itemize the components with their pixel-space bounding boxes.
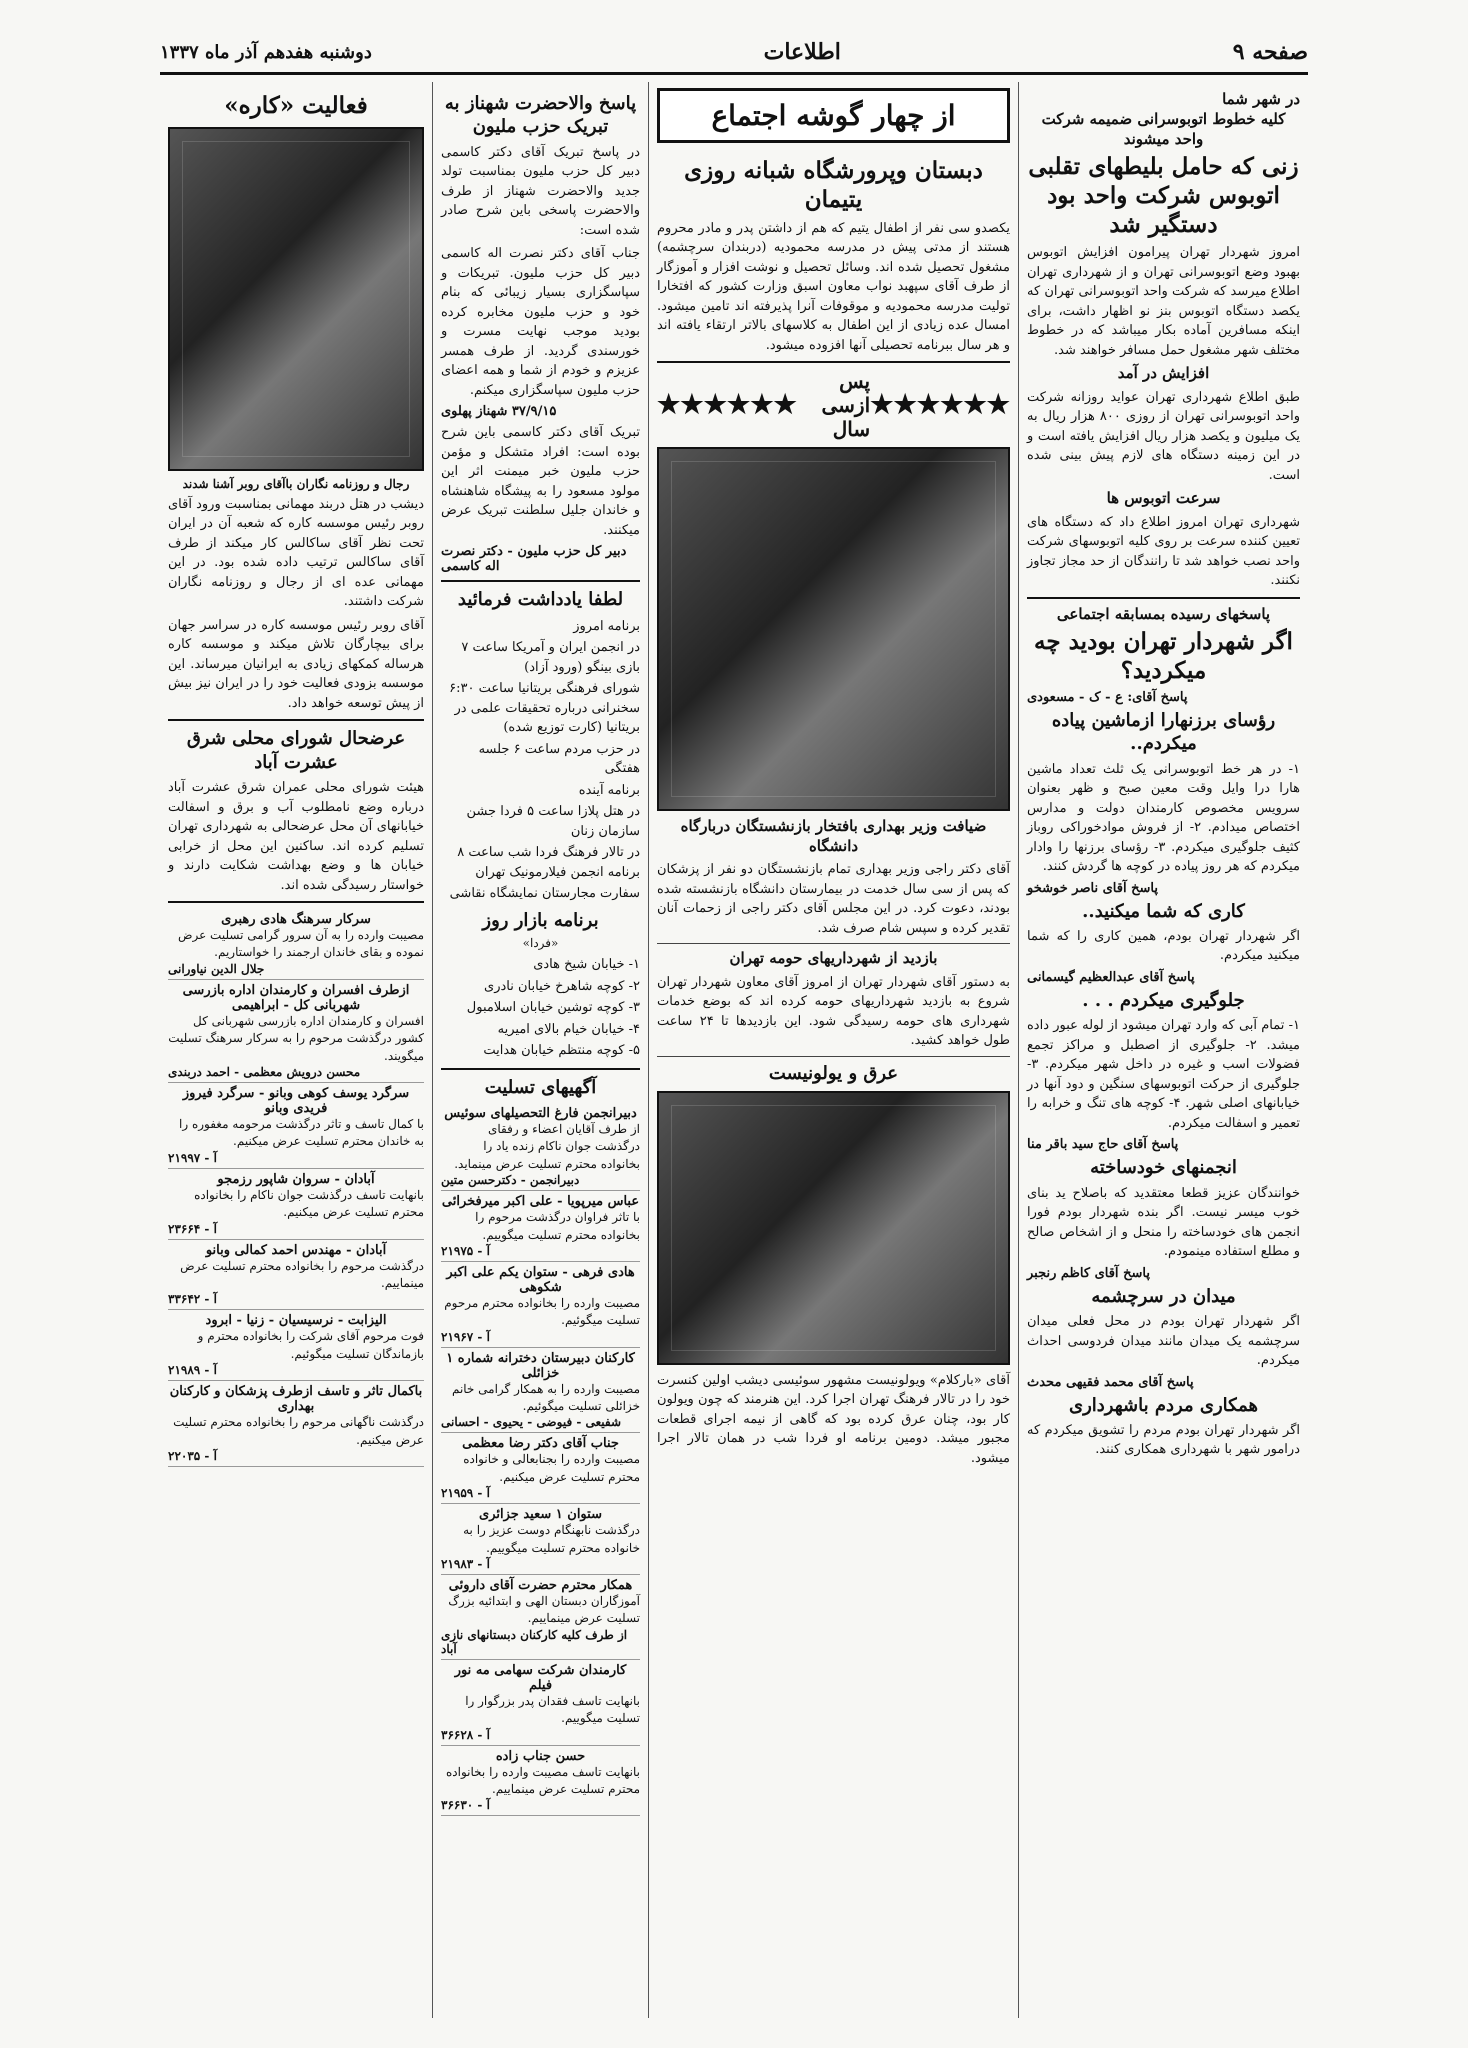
list-item: در حزب مردم ساعت ۶ جلسه هفتگی xyxy=(478,741,640,777)
condolence-title: ستوان ۱ سعید جزائری xyxy=(479,1507,602,1523)
condolence-list xyxy=(441,1103,640,1816)
condolence-notice xyxy=(441,1746,640,1817)
divider xyxy=(441,580,640,582)
feature-title: پس ازسی سال xyxy=(821,369,871,441)
answer-headline: کاری که شما میکنید.. xyxy=(1082,900,1245,922)
story-body: در پاسخ تبریک آقای دکتر کاسمی دبیر کل حزب ملیون بمناسبت تولد جدید والاحضرت شهناز از طرف والاحضرت پاسخی باین شرح صادر شده است: xyxy=(441,144,640,238)
condolence-title: الیزابت - نرسیسیان - زنیا - ابرود xyxy=(205,1313,387,1329)
condolence-title: جناب آقای دکتر رضا معظمی xyxy=(462,1436,619,1452)
answer-headline: میدان در سرچشمه xyxy=(1091,1285,1236,1307)
story-body: یکصدو سی نفر از اطفال یتیم که هم از داشتن پدر و مادر محروم هستند از مدتی پیش در مدرسه محمودیه (دربندان سرچشمه) مشغول تحصیل شده اند. وسائل تحصیل و نوشت افزار و آموزگار از طرف آقای سپهبد نواب معاون اسبق وزارت کشور که افتخارا تولیت مدرسه محمودیه و موقوفات آنرا پذیرفته اند تامین میشود. امسال عده زیادی از این اطفال به کلاسهای بالاتر ارتقاء یافته اند و هر سال ببرنامه تحصیلی آنها افزوده میشود. xyxy=(657,220,1010,353)
condolence-text: مصیبت وارده را به آن سرور گرامی تسلیت عرض نموده و بقای خاندان ارجمند را خواستاریم. xyxy=(177,928,424,960)
condolence-notice xyxy=(441,1262,640,1348)
issue-date: دوشنبه هفدهم آذر ماه ۱۳۳۷ xyxy=(160,41,372,63)
page-number: صفحه ۹ xyxy=(1232,39,1308,65)
condolence-title: ازطرف افسران و کارمندان اداره بازرسی شهربانی کل - ابراهیمی xyxy=(182,982,410,1013)
list-item: ۵- کوچه منتظم خیابان هدایت xyxy=(483,1043,640,1059)
story-headline: بازدید از شهرداریهای حومه تهران xyxy=(729,949,938,967)
condolence-title: سرکار سرهنگ هادی رهبری xyxy=(221,912,371,928)
condolence-text: درگذشت مرحوم را بخانواده محترم تسلیت عرض مینماییم. xyxy=(180,1258,424,1290)
survey-headline: اگر شهردار تهران بودید چه میکردید؟ xyxy=(1034,628,1293,684)
condolence-notice xyxy=(441,1348,640,1434)
condolence-list xyxy=(168,909,424,1467)
condolence-text: بانهایت تاسف مصیبت وارده را بخانواده محترم تسلیت عرض مینماییم. xyxy=(446,1764,640,1796)
condolence-signature: آ - ۲۳۶۶۴ xyxy=(168,1221,217,1236)
story-headline: زنی که حامل بلیطهای تقلبی اتوبوس شرکت واحد بود دستگیر شد xyxy=(1028,153,1299,238)
column-city-news xyxy=(1018,82,1308,2018)
condolence-text: درگذشت ناگهانی مرحوم را بخانواده محترم تسلیت عرض میکنیم. xyxy=(173,1415,424,1447)
condolence-signature: آ - ۳۶۶۲۸ xyxy=(441,1727,490,1742)
stars-decoration: ★★★★★★ xyxy=(657,390,797,420)
condolence-title: دبیرانجمن فارغ التحصیلهای سوئیس xyxy=(444,1105,637,1121)
condolence-title: عباس میرپویا - علی اکبر میرفخرائی xyxy=(441,1194,640,1210)
answer-body: ۱- تمام آبی که وارد تهران میشود از لوله عبور داده میشد. ۲- جلوگیری از اصطبل و مراکز تجمع فضولات اسب و غیره در داخل شهر میکردم. ۳- جلوگیری از حرکت اتوبوسهای سنگین و دود آنها در خیابانهای اصلی شهر. ۴- کوچه های تنگ و خرابه را تعمیر و اسفالت میکردم. xyxy=(1027,1018,1301,1131)
story-headline: پاسخ والاحضرت شهناز به تبریک حزب ملیون xyxy=(444,93,637,138)
condolence-signature: آ - ۲۱۹۹۷ xyxy=(168,1150,217,1165)
condolence-text: افسران و کارمندان اداره بازرسی شهربانی کل کشور درگذشت مرحوم را به سرکار سرهنگ تسلیت میگویند. xyxy=(168,1013,424,1063)
divider xyxy=(657,943,1010,944)
condolence-signature: شفیعی - فیوضی - یحیوی - احسانی xyxy=(441,1415,622,1430)
condolence-text: با کمال تاسف و تاثر درگذشت مرحومه مغفوره را به خاندان محترم تسلیت عرض میکنیم. xyxy=(179,1116,424,1149)
condolence-text: مصیبت وارده را بجنابعالی و خانواده محترم تسلیت عرض میکنیم. xyxy=(463,1452,640,1484)
condolence-text: بانهایت تاسف فقدان پدر بزرگوار را تسلیت میگوییم. xyxy=(465,1693,640,1726)
photo-caption-body: آقای دکتر راجی وزیر بهداری تمام بازنشستگان دو نفر از پزشکان که پس از سی سال خدمت در بیمارستان دانشگاه بازنشسته شده بودند، دعوت کرد. در این مجلس آقای دکتر راجی از زحمات آنان تقدیر کرده و سپس شام صرف شد. xyxy=(657,862,1010,936)
feature-header xyxy=(657,369,1010,441)
market-subtitle: «فردا» xyxy=(522,936,559,951)
condolence-text: درگذشت نابهنگام دوست عزیز را به خانواده محترم تسلیت میگوییم. xyxy=(463,1523,640,1555)
story-body: هیئت شورای محلی عمران شرق عشرت آباد درباره وضع نامطلوب آب و برق و اسفالت خیابانهای آن محل عرضحالی به شهرداری تهران تسلیم کرده اند. ساکنین این محل از خرابی خیابان ها و وضع بهداشت شکایت دارند و خواستار رسیدگی شده اند. xyxy=(168,780,424,893)
condolence-signature: آ - ۲۱۹۸۳ xyxy=(441,1557,490,1572)
answer-headline: جلوگیری میکردم . . . xyxy=(1082,989,1245,1011)
condolence-notice xyxy=(441,1660,640,1746)
condolence-title: سرگرد یوسف کوهی وبانو - سرگرد فیروز فریدی وبانو xyxy=(182,1085,410,1116)
photo-violinist xyxy=(657,1091,1010,1365)
signature: ۳۷/۹/۱۵ شهناز پهلوی xyxy=(441,404,557,420)
list-item: ۳- کوچه توشین خیابان اسلامبول xyxy=(466,1000,640,1016)
stars-decoration: ★★★★★★ xyxy=(870,390,1010,420)
condolence-title: حسن جناب زاده xyxy=(495,1748,586,1764)
answer-label: پاسخ آقای عبدالعظیم گیسمانی xyxy=(1027,969,1195,985)
condolence-notice xyxy=(441,1433,640,1504)
masthead xyxy=(160,32,1308,75)
answer-body: ۱- در هر خط اتوبوسرانی یک ثلث تعداد ماشین هارا درا وایل وقت معین صبح و ظهر بعنوان سرویس مخصوص کارمندان دولت و مدارس اختصاص میدادم. ۲- از فروش موادخوراکی روباز کثیف جلوگیری میکردم. ۳- رؤسای برزنها را وادار میکردم که هر روز پیاده در کوچه ها گردش کنند. xyxy=(1027,761,1300,875)
photo-banquet xyxy=(657,447,1010,811)
story-body: طبق اطلاع شهرداری تهران عواید روزانه شرکت واحد اتوبوسرانی تهران از روزی ۸۰۰ هزار ریال به یک میلیون و یکصد هزار ریال افزایش یافته است و در این زمینه دستگاه های لازم پیش بینی شده است. xyxy=(1027,389,1300,483)
condolence-notice xyxy=(441,1575,640,1660)
divider xyxy=(168,901,424,903)
answer-body: اگر شهردار تهران بودم در محل فعلی میدان سرچشمه یک میدان مانند میدان فردوسی احداث میکردم. xyxy=(1027,1314,1300,1369)
answer-label: پاسخ آقای ناصر خوشخو xyxy=(1027,880,1158,896)
list-item: در انجمن ایران و آمریکا ساعت ۷ بازی بینگو (ورود آزاد) xyxy=(461,640,640,675)
signature: دبیر کل حزب ملیون - دکتر نصرت اله کاسمی xyxy=(441,544,627,575)
photo-caption: رجال و روزنامه نگاران باآقای روبر آشنا شدند xyxy=(182,476,410,491)
list-item: سفارت مجارستان نمایشگاه نقاشی xyxy=(449,886,640,902)
story-body: دیشب در هتل دربند مهمانی بمناسبت ورود آقای روبر رئیس موسسه کاره که شعبه آن در ایران تحت نظر آقای ساکالس کار میکند از طرف آقای ساکالس ترتیب داده شده بود. در این مهمانی عده ای از رجال و روزنامه نگاران شرکت داشتند. xyxy=(168,496,424,610)
events-title: لطفا یادداشت فرمائید xyxy=(457,589,624,611)
section-banner: از چهار گوشه اجتماع xyxy=(657,88,1010,143)
market-list xyxy=(441,954,640,1062)
condolence-signature: آ - ۲۱۹۶۷ xyxy=(441,1329,490,1344)
condolence-text: مصیبت وارده را به همکار گرامی خانم خزائلی تسلیت میگوئیم. xyxy=(451,1381,640,1414)
condolence-signature: جلال الدین نیاورانی xyxy=(168,961,265,976)
condolence-signature: محسن درویش معظمی - احمد دربندی xyxy=(168,1064,361,1079)
condolence-text: بانهایت تاسف درگذشت جوان ناکام را بخانواده محترم تسلیت عرض میکنیم. xyxy=(194,1187,424,1220)
list-item: در هتل پلازا ساعت ۵ فردا جشن سازمان زنان xyxy=(466,804,640,839)
condolence-notice xyxy=(441,1103,640,1191)
divider xyxy=(1027,597,1300,599)
subhead: سرعت اتوبوس ها xyxy=(1106,489,1221,508)
condolence-text: با تاثر فراوان درگذشت مرحوم را بخانواده محترم تسلیت میگوییم. xyxy=(475,1210,640,1242)
list-item: در تالار فرهنگ فردا شب ساعت ۸ برنامه انجمن فیلارمونیک تهران xyxy=(457,845,640,880)
condolence-title: کارکنان دبیرستان دخترانه شماره ۱ خزائلی xyxy=(446,1350,635,1381)
survey-kicker: پاسخهای رسیده بمسابقه اجتماعی xyxy=(1056,604,1271,623)
column-society xyxy=(648,82,1018,2018)
condolence-text: آموزگاران دبستان الهی و ابتدائیه بزرگ تسلیت عرض مینماییم. xyxy=(448,1594,640,1626)
story-body: آقای «بارکلام» ویولونیست مشهور سوئیسی دیشب اولین کنسرت خود را در تالار فرهنگ تهران اجرا کرد. این هنرمند که چون ویولون کار بود، چنان عرق کرده بود که گاهی از نیمه اجرای قطعات مجبور میشد. دومین برنامه او فردا شب در همان تالار اجرا میشود. xyxy=(657,1372,1010,1466)
condolence-signature: آ - ۲۱۹۷۵ xyxy=(441,1243,490,1258)
answer-body: خوانندگان عزیز قطعا معتقدید که باصلاح ید بنای خوب میسر نیست. اگر بنده شهردار بودم فورا انجمن های خودساخته را منحل و از اشخاص صالح و مطلع استفاده مینمودم. xyxy=(1027,1185,1300,1260)
photo-caption-title: ضیافت وزیر بهداری بافتخار بازنشستگان دربارگاه دانشگاه xyxy=(680,817,987,855)
section-kicker: در شهر شما xyxy=(1222,90,1300,108)
story-headline: دبستان وپرورشگاه شبانه روزی یتیمان xyxy=(684,157,983,213)
list-item: ۲- کوچه شاهرخ خیابان نادری xyxy=(484,978,640,994)
answer-label: پاسخ آقای: ع - ک - مسعودی xyxy=(1027,689,1188,705)
story-dek: کلیه خطوط اتوبوسرانی ضمیمه شرکت واحد میشوند xyxy=(1041,110,1286,148)
divider xyxy=(441,1068,640,1070)
story-body: به دستور آقای شهردار تهران از امروز آقای معاون شهردار تهران شروع به بازدید شهرداریهای حومه کرده اند که بوضع خدمات شهرداری های حومه رسیدگی شود. این بازدیدها تا ۲۴ ساعت طول خواهد کشید. xyxy=(657,974,1010,1048)
column-society-left xyxy=(160,82,432,2018)
list-item: شورای فرهنگی بریتانیا ساعت ۶:۳۰ سخنرانی درباره تحقیقات علمی در بریتانیا (کارت توزیع شده) xyxy=(449,681,640,736)
answer-body: اگر شهردار تهران بودم، همین کاری را که شما میکنید میکردم. xyxy=(1027,928,1300,964)
newspaper-title: اطلاعات xyxy=(763,39,841,65)
condolence-notice xyxy=(168,1240,424,1311)
answer-body: اگر شهردار تهران بودم مردم را تشویق میکردم که درامور شهر با شهرداری همکاری کنند. xyxy=(1027,1422,1300,1458)
list-item: ۱- خیابان شیخ هادی xyxy=(533,957,640,973)
condolence-notice xyxy=(441,1191,640,1262)
condolence-title: کارمندان شرکت سهامی مه نور فیلم xyxy=(454,1662,627,1693)
story-body: تبریک آقای دکتر کاسمی باین شرح بوده است: افراد متشکل و مؤمن حزب ملیون خبر میمنت اثر این مولود مسعود را به پیشگاه شاهنشاه و خاندان جلیل سلطنت تبریک عرض میکنند. xyxy=(441,425,640,538)
answer-label: پاسخ آقای کاظم رنجبر xyxy=(1027,1265,1150,1281)
answer-label: پاسخ آقای حاج سید باقر منا xyxy=(1027,1137,1179,1153)
condolence-notice xyxy=(168,1169,424,1240)
condolence-title: همکار محترم حضرت آقای داروئی xyxy=(448,1578,633,1594)
condolence-signature: آ - ۲۲۰۳۵ xyxy=(168,1448,217,1463)
story-body: شهرداری تهران امروز اطلاع داد که دستگاه های تعیین کننده سرعت بر روی کلیه اتوبوسهای شرکت واحد نصب خواهد شد تا رانندگان از حد مجاز تجاوز نکنند. xyxy=(1027,514,1300,589)
list-item: برنامه آینده xyxy=(578,782,640,798)
divider xyxy=(168,719,424,721)
condolence-notice xyxy=(168,980,424,1083)
answer-headline: انجمنهای خودساخته xyxy=(1090,1157,1237,1179)
condolence-signature: آ - ۳۳۶۴۲ xyxy=(168,1292,217,1307)
condolence-signature: آ - ۲۱۹۵۹ xyxy=(441,1486,490,1501)
answer-headline: همکاری مردم باشهرداری xyxy=(1069,1394,1258,1416)
condolence-title: باکمال تاثر و تاسف ازطرف پزشکان و کارکنان بهداری xyxy=(169,1384,423,1415)
story-headline: عرضحال شورای محلی شرق عشرت آباد xyxy=(186,728,406,773)
condolence-notice xyxy=(168,1083,424,1169)
story-body: امروز شهردار تهران پیرامون افزایش اتوبوس بهبود وضع اتوبوسرانی تهران و از شهرداری تهران اطلاع میرسد که شرکت واحد اتوبوسرانی تهران که یکصد دستگاه اتوبوس بنز نو اظهار داشت، برای اینکه مسافرین آماده بکار میباشد که در خطوط مختلف شهر مشغول حمل مسافر خواهند شد. xyxy=(1027,245,1300,358)
condolence-title: آبادان - سروان شاپور رزمجو xyxy=(217,1171,375,1187)
condolence-signature: آ - ۲۱۹۸۹ xyxy=(168,1363,217,1378)
condolence-text: فوت مرحوم آقای شرکت را بخانواده محترم و بازماندگان تسلیت میگوئیم. xyxy=(197,1329,424,1361)
story-body: آقای روبر رئیس موسسه کاره در سراسر جهان برای بیچارگان تلاش میکند و موسسه کاره هرساله کمکهای زیادی به ایرانیان میرساند. این موسسه بزودی فعالیت خود را در ایران نیز بیش از پیش توسعه خواهد داد. xyxy=(168,617,424,711)
condolence-text: از طرف آقایان اعضاء و رفقای درگذشت جوان ناکام زنده یاد را بخانواده محترم تسلیت عرض مینماید. xyxy=(454,1121,640,1171)
list-item: برنامه امروز xyxy=(573,618,640,634)
divider xyxy=(657,1056,1010,1057)
condolence-signature: آ - ۳۶۶۳۰ xyxy=(441,1798,490,1813)
story-headline: فعالیت «کاره» xyxy=(224,92,368,119)
condolences-title: آگهیهای تسلیت xyxy=(484,1076,597,1098)
column-notices xyxy=(432,82,648,2018)
condolence-signature: از طرف کلیه کارکنان دبستانهای نازی آباد xyxy=(441,1627,628,1656)
condolence-notice xyxy=(168,909,424,980)
market-title: برنامه بازار روز xyxy=(482,909,599,931)
answer-headline: رؤسای برزنهارا ازماشین پیاده میکردم.. xyxy=(1051,709,1276,755)
condolence-signature: دبیرانجمن - دکترحسن متین xyxy=(441,1173,580,1188)
condolence-title: آبادان - مهندس احمد کمالی وبانو xyxy=(205,1242,387,1258)
condolence-notice xyxy=(168,1381,424,1467)
story-body: جناب آقای دکتر نصرت اله کاسمی دبیر کل حزب ملیون. تبریکات و سپاسگزاری بسیار زیبائی که بنام خود و حزب ملیون مخابره کرده بودید موجب نهایت مسرت و خورسندی گردید. از طرف همسر عزیزم و خودم از شما و همه اعضای حزب ملیون سپاسگزاری میکنم. xyxy=(441,246,640,398)
answer-label: پاسخ آقای محمد فقیهی محدث xyxy=(1027,1374,1194,1390)
story-headline: عرق و یولونیست xyxy=(768,1062,899,1084)
condolence-text: مصیبت وارده را بخانواده محترم مرحوم تسلیت میگوئیم. xyxy=(444,1295,640,1328)
condolence-notice xyxy=(441,1504,640,1575)
events-list xyxy=(441,616,640,905)
photo-reception xyxy=(168,127,424,471)
list-item: ۴- خیابان خیام بالای امیریه xyxy=(497,1021,640,1037)
condolence-notice xyxy=(168,1310,424,1381)
divider xyxy=(657,361,1010,363)
condolence-title: هادی فرهی - ستوان یکم علی اکبر شکوهی xyxy=(446,1264,635,1295)
subhead: افزایش در آمد xyxy=(1117,364,1210,383)
